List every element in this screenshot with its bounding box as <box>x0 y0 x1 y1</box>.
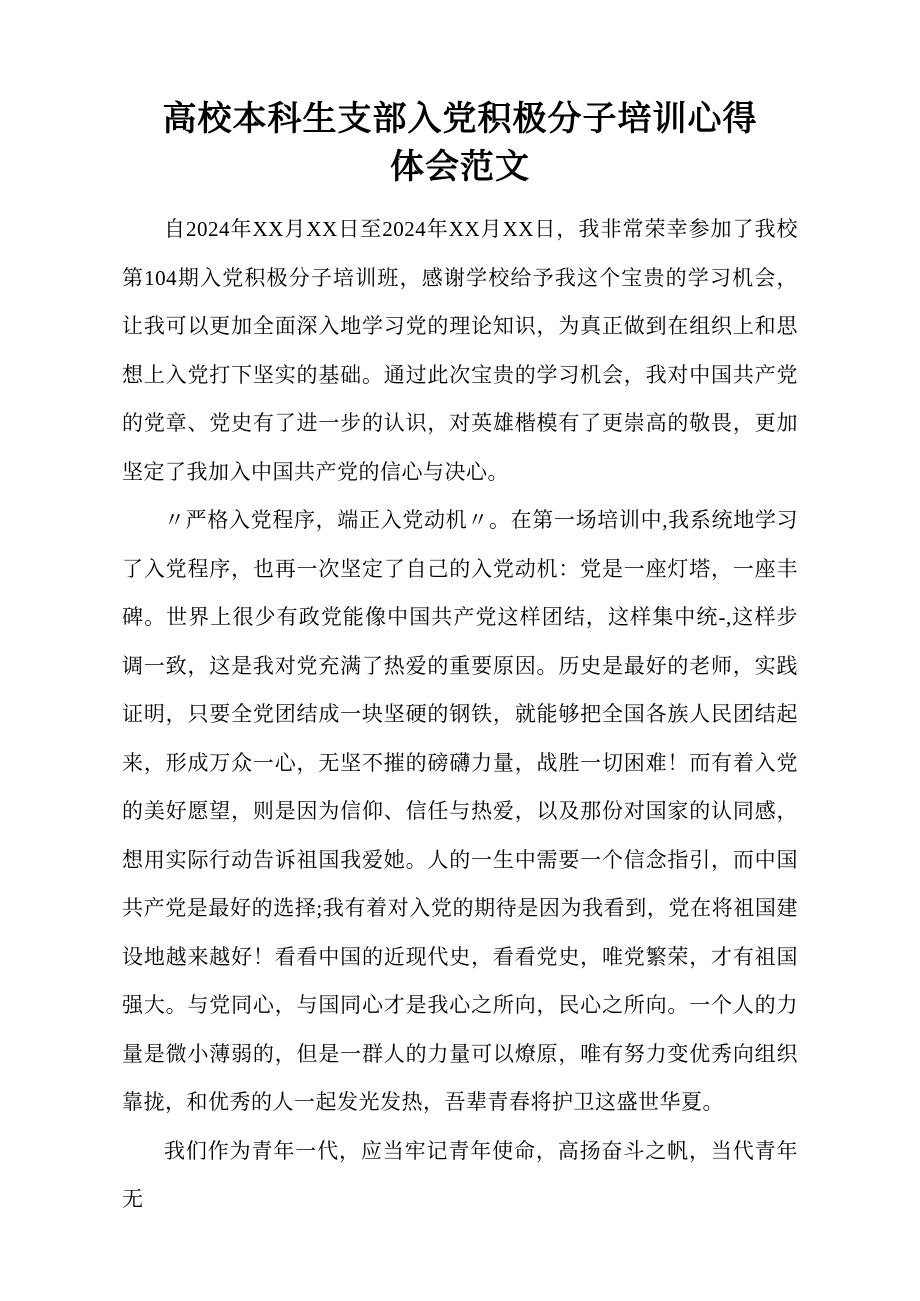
document-title <box>122 96 798 191</box>
paragraph-intro: 自2024年XX月XX日至2024年XX月XX日，我非常荣幸参加了我校第104期入党积极分子培训班，感谢学校给予我这个宝贵的学习机会，让我可以更加全面深入地学习党的理论知识，为真正做到在组织上和思想上入党打下坚实的基础。通过此次宝贵的学习机会，我对中国共产党的党章、党史有了进一步的认识，对英雄楷模有了更崇高的敬畏，更加坚定了我加入中国共产党的信心与决心。 <box>122 217 798 484</box>
title-line-1: 高校本科生支部入党积极分子培训心得 <box>162 101 758 138</box>
paragraph-youth-mission: 我们作为青年一代，应当牢记青年使命，高扬奋斗之帆，当代青年无 <box>122 1138 798 1212</box>
paragraph-training-reflection: 〃严格入党程序，端正入党动机〃。在第一场培训中,我系统地学习了入党程序，也再一次坚定了自己的入党动机：党是一座灯塔，一座丰碑。世界上很少有政党能像中国共产党这样团结，这样集中统-,这样步调一致，这是我对党充满了热爱的重要原因。历史是最好的老师，实践证明，只要全党团结成一块坚硬的钢铁，就能够把全国各族人民团结起来，形成万众一心，无坚不摧的磅礴力量，战胜一切困难！而有着入党的美好愿望，则是因为信仰、信任与热爱，以及那份对国家的认同感，想用实际行动告诉祖国我爱她。人的一生中需要一个信念指引，而中国共产党是最好的选择;我有着对入党的期待是因为我看到，党在将祖国建设地越来越好！看看中国的近现代史，看看党史，唯党繁荣，才有祖国强大。与党同心，与国同心才是我心之所向，民心之所向。一个人的力量是微小薄弱的，但是一群人的力量可以燎原，唯有努力变优秀向组织靠拢，和优秀的人一起发光发热，吾辈青春将护卫这盛世华夏。 <box>122 508 798 1115</box>
document-body <box>122 205 798 1224</box>
title-line-2: 体会范文 <box>390 148 530 186</box>
